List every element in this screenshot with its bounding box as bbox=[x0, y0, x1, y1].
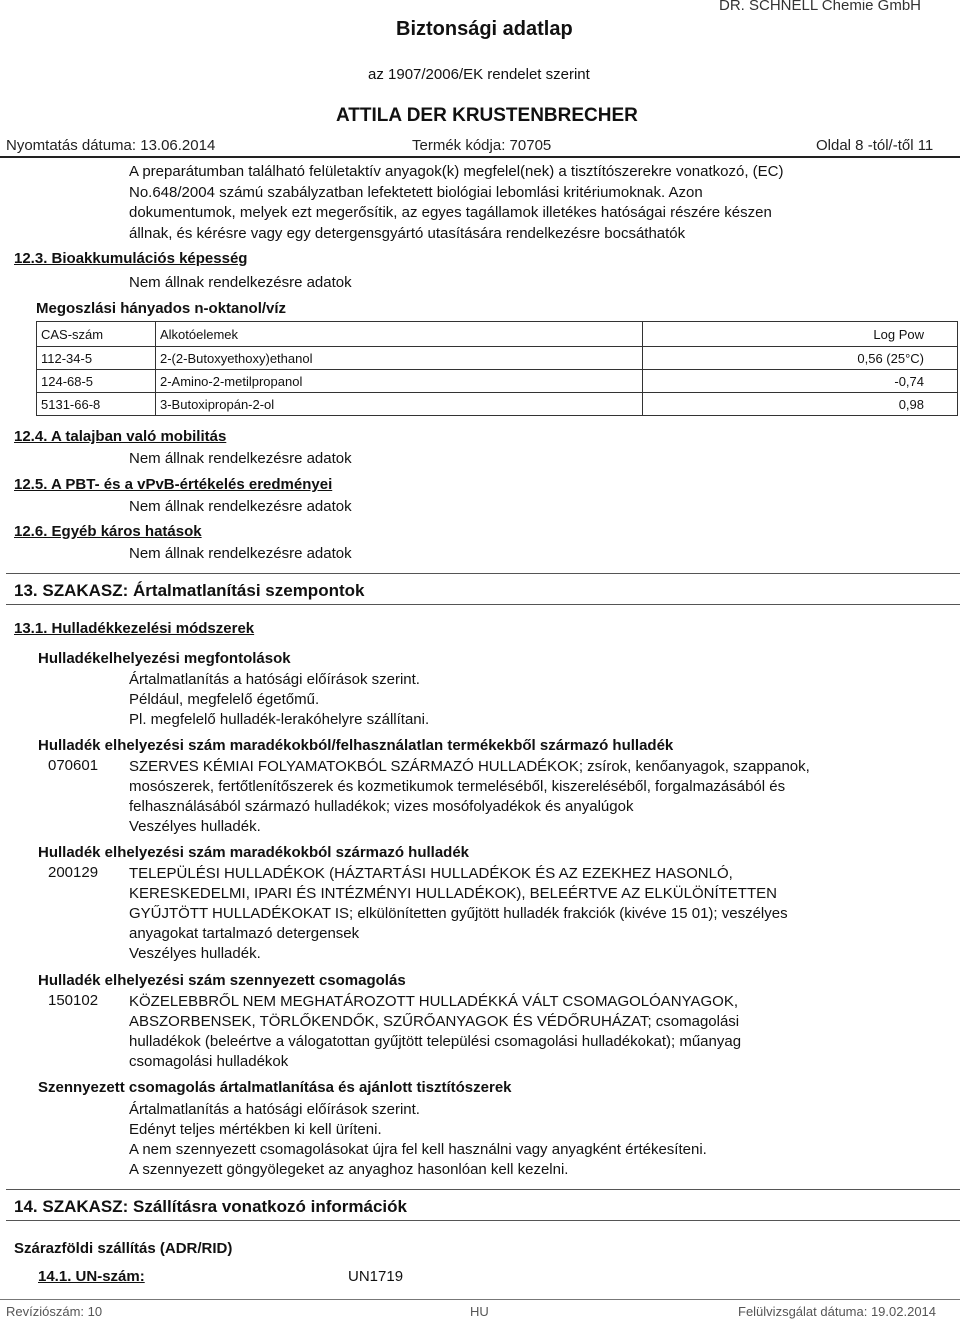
packaging-description bbox=[129, 1100, 859, 1180]
disposal-title: Hulladékelhelyezési megfontolások bbox=[38, 650, 291, 667]
waste-line: felhasználásából származó hulladékok; vizes mosófolyadékok és anyalúgok bbox=[129, 798, 634, 815]
revision-number: Revíziószám: 10 bbox=[6, 1304, 103, 1319]
cell-component: 2-(2-Butoxyethoxy)ethanol bbox=[156, 347, 643, 370]
product-name: ATTILA DER KRUSTENBRECHER bbox=[336, 105, 638, 126]
company-name: DR. SCHNELL Chemie GmbH bbox=[719, 0, 921, 14]
table-row bbox=[37, 393, 958, 416]
waste-line: csomagolási hulladékok bbox=[129, 1053, 289, 1070]
waste-code-1-description bbox=[129, 757, 859, 837]
section-13-1-heading: 13.1. Hulladékkezelési módszerek bbox=[14, 620, 255, 637]
waste-code-2: 200129 bbox=[48, 864, 99, 881]
section-13-bottom-rule bbox=[6, 604, 960, 605]
cell-cas: 5131-66-8 bbox=[37, 393, 156, 416]
section-12-6-text: Nem állnak rendelkezésre adatok bbox=[129, 545, 352, 562]
waste-line: SZERVES KÉMIAI FOLYAMATOKBÓL SZÁRMAZÓ HULLADÉKOK; zsírok, kenőanyagok, szappanok, bbox=[129, 758, 810, 775]
land-transport-title: Szárazföldi szállítás (ADR/RID) bbox=[14, 1240, 233, 1257]
packaging-line: A szennyezett göngyölegeket az anyaghoz hasonlóan kell kezelni. bbox=[129, 1161, 569, 1178]
header-divider bbox=[0, 156, 960, 158]
components-table bbox=[36, 321, 958, 416]
un-number-label: 14.1. UN-szám: bbox=[38, 1268, 145, 1285]
col-header-logpow: Log Pow bbox=[642, 322, 957, 347]
col-header-component: Alkotóelemek bbox=[156, 322, 643, 347]
disposal-line: Ártalmatlanítás a hatósági előírások szerint. bbox=[129, 671, 420, 688]
product-code: Termék kódja: 70705 bbox=[412, 137, 552, 154]
waste-code-3-description bbox=[129, 992, 859, 1072]
section-12-5-heading: 12.5. A PBT- és a vPvB-értékelés eredményei bbox=[14, 476, 333, 493]
disposal-line: Pl. megfelelő hulladék-lerakóhelyre szállítani. bbox=[129, 711, 430, 728]
intro-line: állnak, és kérésre vagy egy detergensgyártó utasítására rendelkezésre bocsáthatók bbox=[129, 224, 686, 242]
page-number: Oldal 8 -tól/-től 11 bbox=[816, 137, 934, 154]
waste-code-3: 150102 bbox=[48, 992, 99, 1009]
waste-line: GYŰJTÖTT HULLADÉKOKAT IS; elkülönítetten gyűjtött hulladék frakciók (kivéve 15 01); veszélyes bbox=[129, 905, 788, 922]
table-row bbox=[37, 347, 958, 370]
partition-coefficient-label: Megoszlási hányados n-oktanol/víz bbox=[36, 300, 287, 317]
cell-cas: 124-68-5 bbox=[37, 370, 156, 393]
col-header-cas: CAS-szám bbox=[37, 322, 156, 347]
waste-line: Veszélyes hulladék. bbox=[129, 818, 261, 835]
waste-line: KÖZELEBBRŐL NEM MEGHATÁROZOTT HULLADÉKKÁ VÁLT CSOMAGOLÓANYAGOK, bbox=[129, 993, 739, 1010]
intro-line: dokumentumok, melyek ezt megerősítik, az egyes tagállamok illetékes hatóságai részére készen bbox=[129, 204, 772, 221]
cell-component: 2-Amino-2-metilpropanol bbox=[156, 370, 643, 393]
waste-code-1-title: Hulladék elhelyezési szám maradékokból/felhasználatlan termékekből származó hulladék bbox=[38, 737, 674, 754]
waste-code-2-description bbox=[129, 864, 859, 964]
packaging-title: Szennyezett csomagolás ártalmatlanítása és ajánlott tisztítószerek bbox=[38, 1079, 512, 1096]
section-14-bottom-rule bbox=[6, 1220, 960, 1221]
packaging-line: Ártalmatlanítás a hatósági előírások szerint. bbox=[129, 1101, 420, 1118]
cell-cas: 112-34-5 bbox=[37, 347, 156, 370]
waste-line: anyagokat tartalmazó detergensek bbox=[129, 925, 360, 942]
section-12-6-heading: 12.6. Egyéb káros hatások bbox=[14, 523, 202, 540]
intro-line: A preparátumban található felületaktív anyagok(k) megfelel(nek) a tisztítószerekre vonatkozó, (EC) bbox=[129, 163, 784, 180]
section-12-3-text: Nem állnak rendelkezésre adatok bbox=[129, 274, 352, 291]
section-13-top-rule bbox=[6, 573, 960, 574]
disposal-list bbox=[129, 670, 429, 730]
waste-code-3-title: Hulladék elhelyezési szám szennyezett csomagolás bbox=[38, 972, 406, 989]
intro-line: No.648/2004 számú szabályzatban lefektetett biológiai lebomlási kritériumoknak. Azon bbox=[129, 183, 703, 201]
table-header-row bbox=[37, 322, 958, 347]
regulation-text: az 1907/2006/EK rendelet szerint bbox=[368, 66, 590, 83]
waste-line: Veszélyes hulladék. bbox=[129, 945, 261, 962]
waste-line: mosószerek, fertőtlenítőszerek és kozmetikumok termeléséből, kiszereléséből, forgalmazásából és bbox=[129, 778, 786, 795]
cell-component: 3-Butoxipropán-2-ol bbox=[156, 393, 643, 416]
waste-code-1: 070601 bbox=[48, 757, 99, 774]
intro-paragraph bbox=[129, 162, 784, 244]
packaging-line: A nem szennyezett csomagolásokat újra fel kell használni vagy anyagként értékesíteni. bbox=[129, 1141, 707, 1158]
section-12-4-text: Nem állnak rendelkezésre adatok bbox=[129, 450, 352, 467]
waste-code-2-title: Hulladék elhelyezési szám maradékokból származó hulladék bbox=[38, 844, 470, 861]
review-date: Felülvizsgálat dátuma: 19.02.2014 bbox=[738, 1304, 937, 1319]
cell-logpow: 0,98 bbox=[642, 393, 957, 416]
waste-line: TELEPÜLÉSI HULLADÉKOK (HÁZTARTÁSI HULLADÉKOK ÉS AZ EZEKHEZ HASONLÓ, bbox=[129, 865, 733, 882]
section-12-5-text: Nem állnak rendelkezésre adatok bbox=[129, 498, 352, 515]
packaging-line: Edényt teljes mértékben ki kell üríteni. bbox=[129, 1121, 382, 1138]
language-code: HU bbox=[470, 1304, 489, 1319]
waste-line: ABSZORBENSEK, TÖRLŐKENDŐK, SZŰRŐANYAGOK ÉS VÉDŐRUHÁZAT; csomagolási bbox=[129, 1013, 740, 1030]
cell-logpow: -0,74 bbox=[642, 370, 957, 393]
footer-divider bbox=[0, 1299, 960, 1300]
un-number-value: UN1719 bbox=[348, 1268, 404, 1285]
table-row bbox=[37, 370, 958, 393]
cell-logpow: 0,56 (25°C) bbox=[642, 347, 957, 370]
section-13-heading: 13. SZAKASZ: Ártalmatlanítási szempontok bbox=[14, 581, 365, 600]
disposal-line: Például, megfelelő égetőmű. bbox=[129, 691, 320, 708]
section-14-top-rule bbox=[6, 1189, 960, 1190]
waste-line: KERESKEDELMI, IPARI ÉS INTÉZMÉNYI HULLADÉKOK), BELEÉRTVE AZ ELKÜLÖNÍTETTEN bbox=[129, 885, 777, 902]
waste-line: hulladékok (beleértve a válogatottan gyűjtött települési csomagolási hulladékokat); műanyag bbox=[129, 1033, 742, 1050]
section-14-heading: 14. SZAKASZ: Szállításra vonatkozó információk bbox=[14, 1197, 407, 1216]
document-title: Biztonsági adatlap bbox=[396, 18, 573, 40]
print-date: Nyomtatás dátuma: 13.06.2014 bbox=[6, 137, 216, 154]
section-12-4-heading: 12.4. A talajban való mobilitás bbox=[14, 428, 227, 445]
section-12-3-heading: 12.3. Bioakkumulációs képesség bbox=[14, 250, 248, 267]
